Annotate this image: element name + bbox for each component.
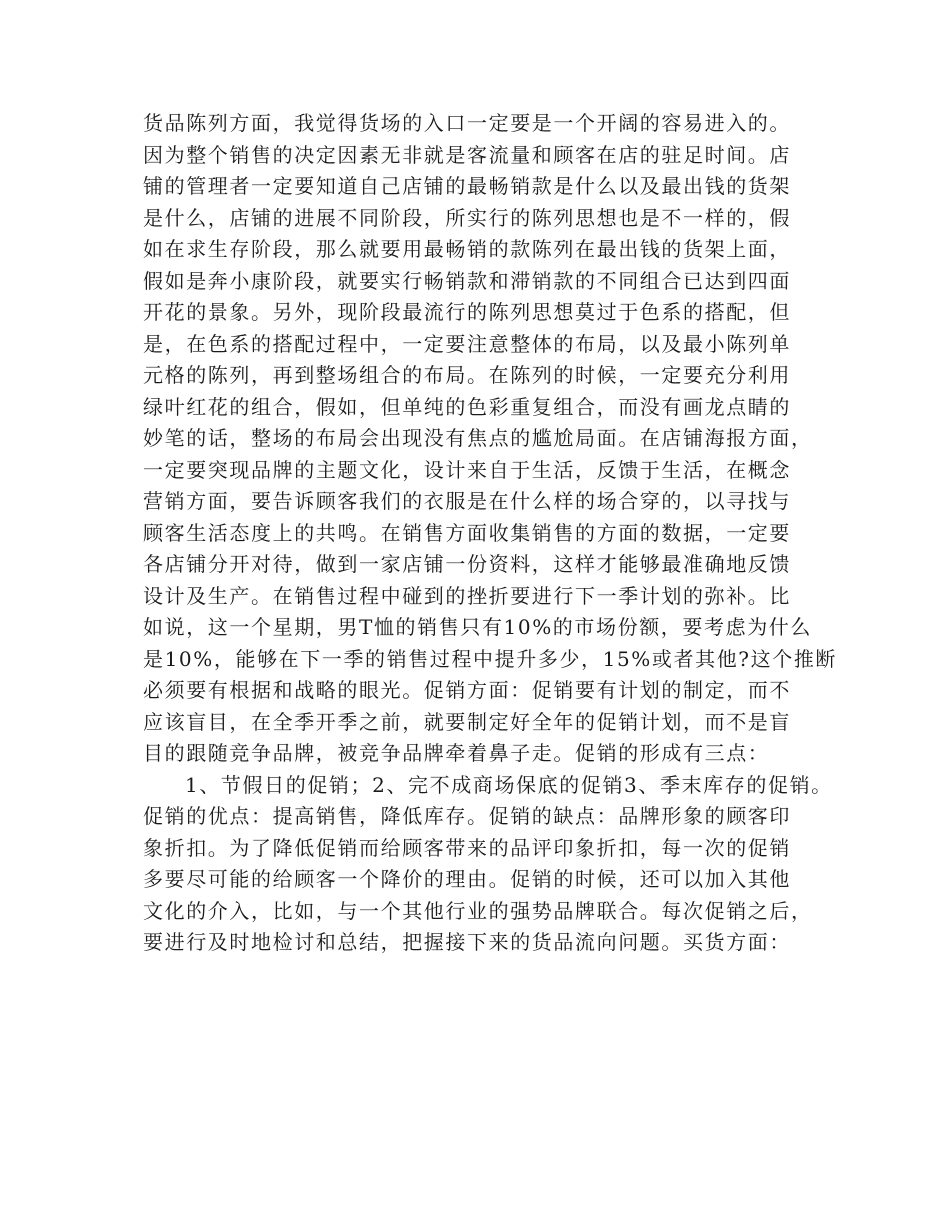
text-line: 促销的优点：提高销售，降低库存。促销的缺点：品牌形象的顾客印 bbox=[143, 804, 791, 828]
text-line: 铺的管理者一定要知道自己店铺的最畅销款是什么以及最出钱的货架 bbox=[143, 174, 791, 198]
text-line: 是10%，能够在下一季的销售过程中提升多少，15%或者其他?这个推断 bbox=[143, 646, 838, 671]
text-line: 多要尽可能的给顾客一个降价的理由。促销的时候，还可以加入其他 bbox=[143, 867, 791, 891]
text-line: 如在求生存阶段，那么就要用最畅销的款陈列在最出钱的货架上面， bbox=[143, 237, 791, 261]
text-line: 必须要有根据和战略的眼光。促销方面：促销要有计划的制定，而不 bbox=[143, 678, 791, 702]
text-line: 营销方面，要告诉顾客我们的衣服是在什么样的场合穿的，以寻找与 bbox=[143, 489, 791, 513]
text-line: 一定要突现品牌的主题文化，设计来自于生活，反馈于生活，在概念 bbox=[143, 457, 791, 482]
text-line: 因为整个销售的决定因素无非就是客流量和顾客在店的驻足时间。店 bbox=[143, 142, 791, 167]
text-line-indented: 1、节假日的促销；2、完不成商场保底的促销3、季末库存的促销。 bbox=[185, 772, 833, 797]
text-line: 要进行及时地检讨和总结，把握接下来的货品流向问题。买货方面： bbox=[143, 930, 791, 954]
text-line: 应该盲目，在全季开季之前，就要制定好全年的促销计划，而不是盲 bbox=[143, 709, 791, 734]
text-line: 货品陈列方面，我觉得货场的入口一定要是一个开阔的容易进入的。 bbox=[143, 111, 791, 135]
text-line: 是什么，店铺的进展不同阶段，所实行的陈列思想也是不一样的，假 bbox=[143, 205, 791, 230]
text-line: 元格的陈列，再到整场组合的布局。在陈列的时候，一定要充分利用 bbox=[143, 363, 791, 387]
text-line: 是，在色系的搭配过程中，一定要注意整体的布局，以及最小陈列单 bbox=[143, 331, 791, 356]
text-line: 文化的介入，比如，与一个其他行业的强势品牌联合。每次促销之后， bbox=[143, 898, 813, 923]
text-line: 设计及生产。在销售过程中碰到的挫折要进行下一季计划的弥补。比 bbox=[143, 583, 791, 608]
text-line: 象折扣。为了降低促销而给顾客带来的品评印象折扣，每一次的促销 bbox=[143, 835, 791, 860]
text-line: 绿叶红花的组合，假如，但单纯的色彩重复组合，而没有画龙点睛的 bbox=[143, 394, 791, 419]
body-text bbox=[143, 108, 838, 959]
text-line: 假如是奔小康阶段，就要实行畅销款和滞销款的不同组合已达到四面 bbox=[143, 268, 791, 293]
text-line: 目的跟随竞争品牌，被竞争品牌牵着鼻子走。促销的形成有三点： bbox=[143, 741, 770, 765]
text-line: 顾客生活态度上的共鸣。在销售方面收集销售的方面的数据，一定要 bbox=[143, 520, 791, 545]
text-line: 开花的景象。另外，现阶段最流行的陈列思想莫过于色系的搭配，但 bbox=[143, 300, 791, 324]
text-line: 各店铺分开对待，做到一家店铺一份资料，这样才能够最准确地反馈 bbox=[143, 552, 791, 576]
text-line: 如说，这一个星期，男T恤的销售只有10%的市场份额，要考虑为什么 bbox=[143, 615, 812, 639]
text-line: 妙笔的话，整场的布局会出现没有焦点的尴尬局面。在店铺海报方面， bbox=[143, 426, 813, 450]
